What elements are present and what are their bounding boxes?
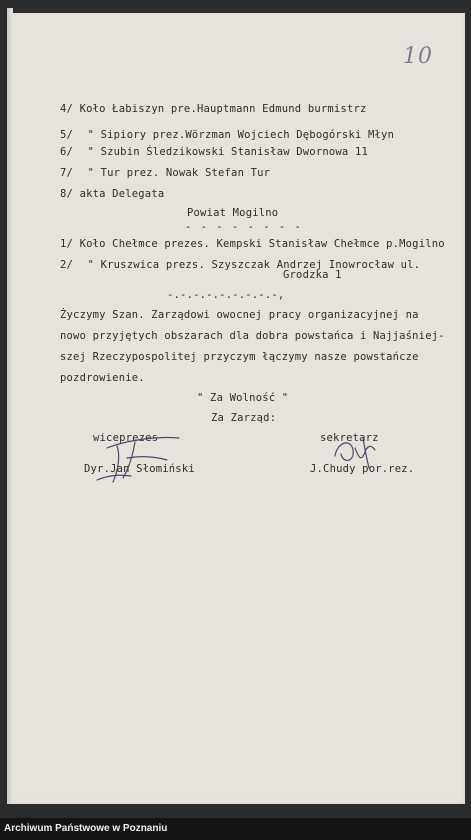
signature-right-name: J.Chudy por.rez. <box>310 463 415 475</box>
list-item-text: akta Delegata <box>79 188 165 200</box>
list-item-number: 6/ <box>60 146 74 158</box>
closing-motto: " Za Wolność " <box>197 392 289 404</box>
body-line: pozdrowienie. <box>60 372 145 384</box>
body-line: szej Rzeczypospolitej przyczym łączymy nasze powstańcze <box>60 351 419 363</box>
list-item <box>60 188 164 200</box>
body-line: nowo przyjętych obszarach dla dobra powstańca i Najjaśniej- <box>60 330 445 342</box>
signature-left-title: wiceprezes <box>93 432 159 444</box>
page-left-edge <box>7 8 13 804</box>
list-item <box>60 238 445 250</box>
page-number: 10 <box>403 44 433 69</box>
signature-right-title: sekretarz <box>320 432 379 444</box>
list-item-number: 5/ <box>60 129 74 141</box>
signature-left-name: Dyr.Jan Słomiński <box>84 463 195 475</box>
page-top-edge <box>7 8 465 13</box>
list-item-number: 1/ <box>60 238 74 250</box>
document-page <box>7 8 465 804</box>
list-item-number: 4/ <box>60 103 74 115</box>
body-line: Życzymy Szan. Zarządowi owocnej pracy organizacyjnej na <box>60 309 419 321</box>
section-heading-underline: - - - - - - - - <box>185 221 303 233</box>
list-item <box>60 167 270 179</box>
list-item <box>60 146 368 158</box>
list-item-text: Koło Łabiszyn pre.Hauptmann Edmund burmistrz <box>79 103 367 115</box>
list-item <box>60 259 420 271</box>
list-item-number: 7/ <box>60 167 74 179</box>
list-item-text: " Kruszwica prezs. Szyszczak Andrzej Inowrocław ul. <box>87 259 421 271</box>
list-item-number: 2/ <box>60 259 74 271</box>
list-item-number: 8/ <box>60 188 74 200</box>
handwritten-signature-left <box>87 418 197 488</box>
list-item-text: " Sipiory prez.Wörzman Wojciech Dębogórski Młyn <box>87 129 395 141</box>
section-heading: Powiat Mogilno <box>187 207 279 219</box>
archive-footer <box>0 818 471 840</box>
list-item-text: Koło Chełmce prezes. Kempski Stanisław Chełmce p.Mogilno <box>79 238 445 250</box>
separator-line: -.-.-.-.-.-.-.-.-, <box>167 289 285 301</box>
board-line: Za Zarząd: <box>211 412 277 424</box>
list-item-text: " Szubin Śledzikowski Stanisław Dwornowa 11 <box>87 146 369 158</box>
list-item-continuation: Grodzka 1 <box>283 269 342 281</box>
handwritten-signature-right <box>325 428 385 473</box>
list-item <box>60 129 394 141</box>
list-item <box>60 103 367 115</box>
list-item-text: " Tur prez. Nowak Stefan Tur <box>87 167 271 179</box>
archive-name: Archiwum Państwowe w Poznaniu <box>4 823 168 834</box>
